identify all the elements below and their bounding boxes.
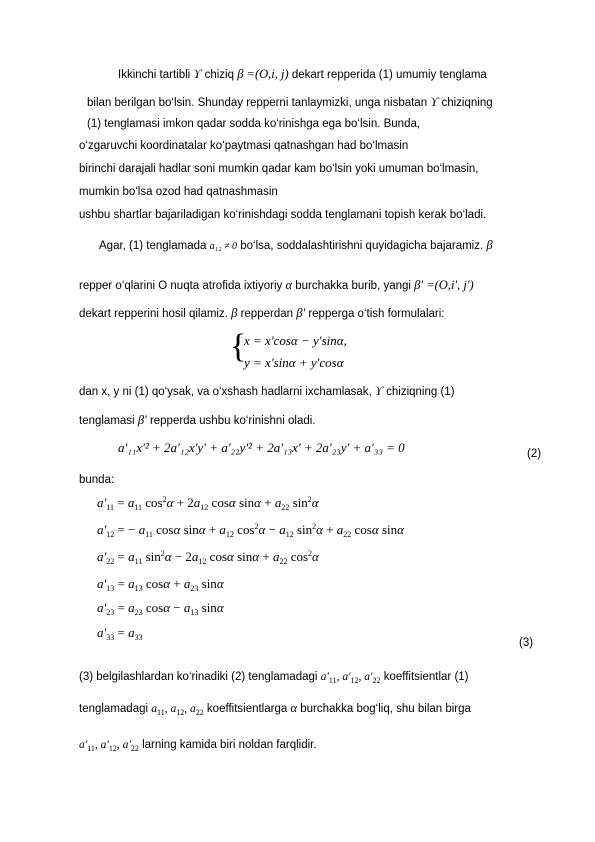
text: larning kamida biri noldan farqlidir. <box>142 739 317 751</box>
text: burchakka bog‘liq, shu bilan birga <box>300 703 471 715</box>
equation-2: a'₁₁x'² + 2a'₁₂x'y' + a'₂₂y'² + 2a'₁₃x' + 2a'₂₃y' + a'₃₃ = 0 <box>118 440 405 455</box>
text: repperdan <box>240 308 294 320</box>
text: dekart repperini hosil qilamiz. <box>79 308 228 320</box>
para4-line1 <box>79 670 469 688</box>
eq3-line3: $a'_{22} = a_{11}$ $\sin^2\alpha - 2a_{12}$ cosα $\sin\alpha + a_{22}$ $\cos^2\alpha$ <box>97 549 319 566</box>
para1-line3: (1) tenglamasi imkon qadar sodda ko‘rinishga ega bo‘lsin. Bunda, <box>87 118 421 130</box>
text: (3) belgilashlardan ko‘rinadiki (2) tenglamadagi <box>79 671 318 683</box>
beta-symbol: β <box>486 238 493 252</box>
para1-line5: birinchi darajali hadlar soni mumkin qadar kam bo‘lsin yoki umuman bo‘lmasin, <box>79 163 479 175</box>
math-beta-repper: β =(O,i, j) <box>237 67 289 81</box>
text: repperda ushbu ko‘rinishni oladi. <box>149 415 316 427</box>
para2-line1 <box>99 238 493 254</box>
text: chiziq <box>204 69 234 81</box>
formula-x: x = x'cosα − y'sinα, <box>244 333 347 348</box>
text: Agar, (1) tenglamada <box>99 240 207 252</box>
para1-line6: mumkin bo‘lsa ozod had qatnashmasin <box>79 186 278 198</box>
eq3-line4: $a'_{13} = a_{13}$ $\cos\alpha + a_{23}$ sinα <box>97 576 224 593</box>
text: dan x, y ni (1) qo‘ysak, va o‘xshash hadlarni ixchamlasak, <box>79 386 372 398</box>
text: chiziqning (1) <box>386 386 455 398</box>
para3-line2 <box>79 413 316 428</box>
para1-line1 <box>118 67 487 82</box>
upsilon-symbol: ϒ <box>374 384 383 398</box>
eq3-line6: $a'_{33} = a_{33}$ <box>97 625 143 642</box>
math-a12-nonzero: a₁₂ ≠ 0 <box>209 241 238 252</box>
text: repperga o‘tish formulalari: <box>308 308 445 320</box>
upsilon-symbol: ϒ <box>193 67 202 81</box>
formula-y: y = x'sinα + y'cosα <box>244 355 344 370</box>
eq3-line5: $a'_{23} = a_{23}$ $\cos\alpha - a_{13}$ sinα <box>97 600 224 617</box>
para2-line2 <box>79 278 474 293</box>
text: chiziqning <box>441 97 493 109</box>
eq3-line1: $a'_{11} = a_{11}$ $\cos^2\alpha + 2a_{12}$ cosα $\sin\alpha + a_{22}$ $\sin^2\alpha$ <box>97 495 319 512</box>
para4-line3 <box>79 738 317 756</box>
coeffs: $a_{11}$, $a_{12}$, $a_{22}$ <box>151 703 204 717</box>
text: tenglamadagi <box>79 703 149 715</box>
para2-line3 <box>79 306 444 321</box>
coeffs-prime: $a'_{11}$, $a'_{12}$, $a'_{22}$ <box>79 739 139 753</box>
alpha-symbol: α <box>285 278 293 292</box>
para1-line2 <box>87 95 493 110</box>
beta-prime-symbol: β' <box>296 306 306 320</box>
para4-line2 <box>79 701 471 720</box>
upsilon-symbol: ϒ <box>430 95 439 109</box>
beta-symbol: β <box>231 306 238 320</box>
math-beta-prime-repper: β' =(O,i', j') <box>414 278 474 292</box>
para1-line7: ushbu shartlar bajariladigan ko‘rinishdagi sodda tenglamani topish kerak bo‘ladi. <box>79 209 487 221</box>
system-brace: { <box>230 328 247 365</box>
equation-3-number: (3) <box>519 637 534 649</box>
text: dekart repperida (1) umumiy tenglama <box>291 69 487 81</box>
text: repper o‘qlarini O nuqta atrofida ixtiyoriy <box>79 280 283 292</box>
text: bilan berilgan bo‘lsin. Shunday repperni tanlaymizki, unga nisbatan <box>87 97 428 109</box>
para3-line1 <box>79 384 455 399</box>
alpha-symbol: α <box>290 701 298 715</box>
text: tenglamasi <box>79 415 135 427</box>
coeffs-prime: $a'_{11}$, $a'_{12}$, $a'_{22}$ <box>320 671 381 685</box>
equation-2-number: (2) <box>527 448 542 460</box>
text: burchakka burib, yangi <box>295 280 411 292</box>
beta-prime-symbol: β' <box>137 413 147 427</box>
text: koeffitsientlar (1) <box>383 671 469 683</box>
text: Ikkinchi tartibli <box>118 69 191 81</box>
eq3-line2: $a'_{12}$ = − $a_{11}$ cosα $\sin\alpha + a_{12}$ $\cos^2\alpha - a_{12}$ $\sin^2\alpha + a_{22}$ cosα sinα <box>97 522 404 539</box>
bunda-label: bunda: <box>79 474 115 486</box>
text: koeffitsientlarga <box>206 703 288 715</box>
para1-line4: o‘zgaruvchi koordinatalar ko‘paytmasi qatnashgan had bo‘lmasin <box>79 140 409 152</box>
text: bo‘lsa, soddalashtirishni quyidagicha bajaramiz. <box>240 240 484 252</box>
